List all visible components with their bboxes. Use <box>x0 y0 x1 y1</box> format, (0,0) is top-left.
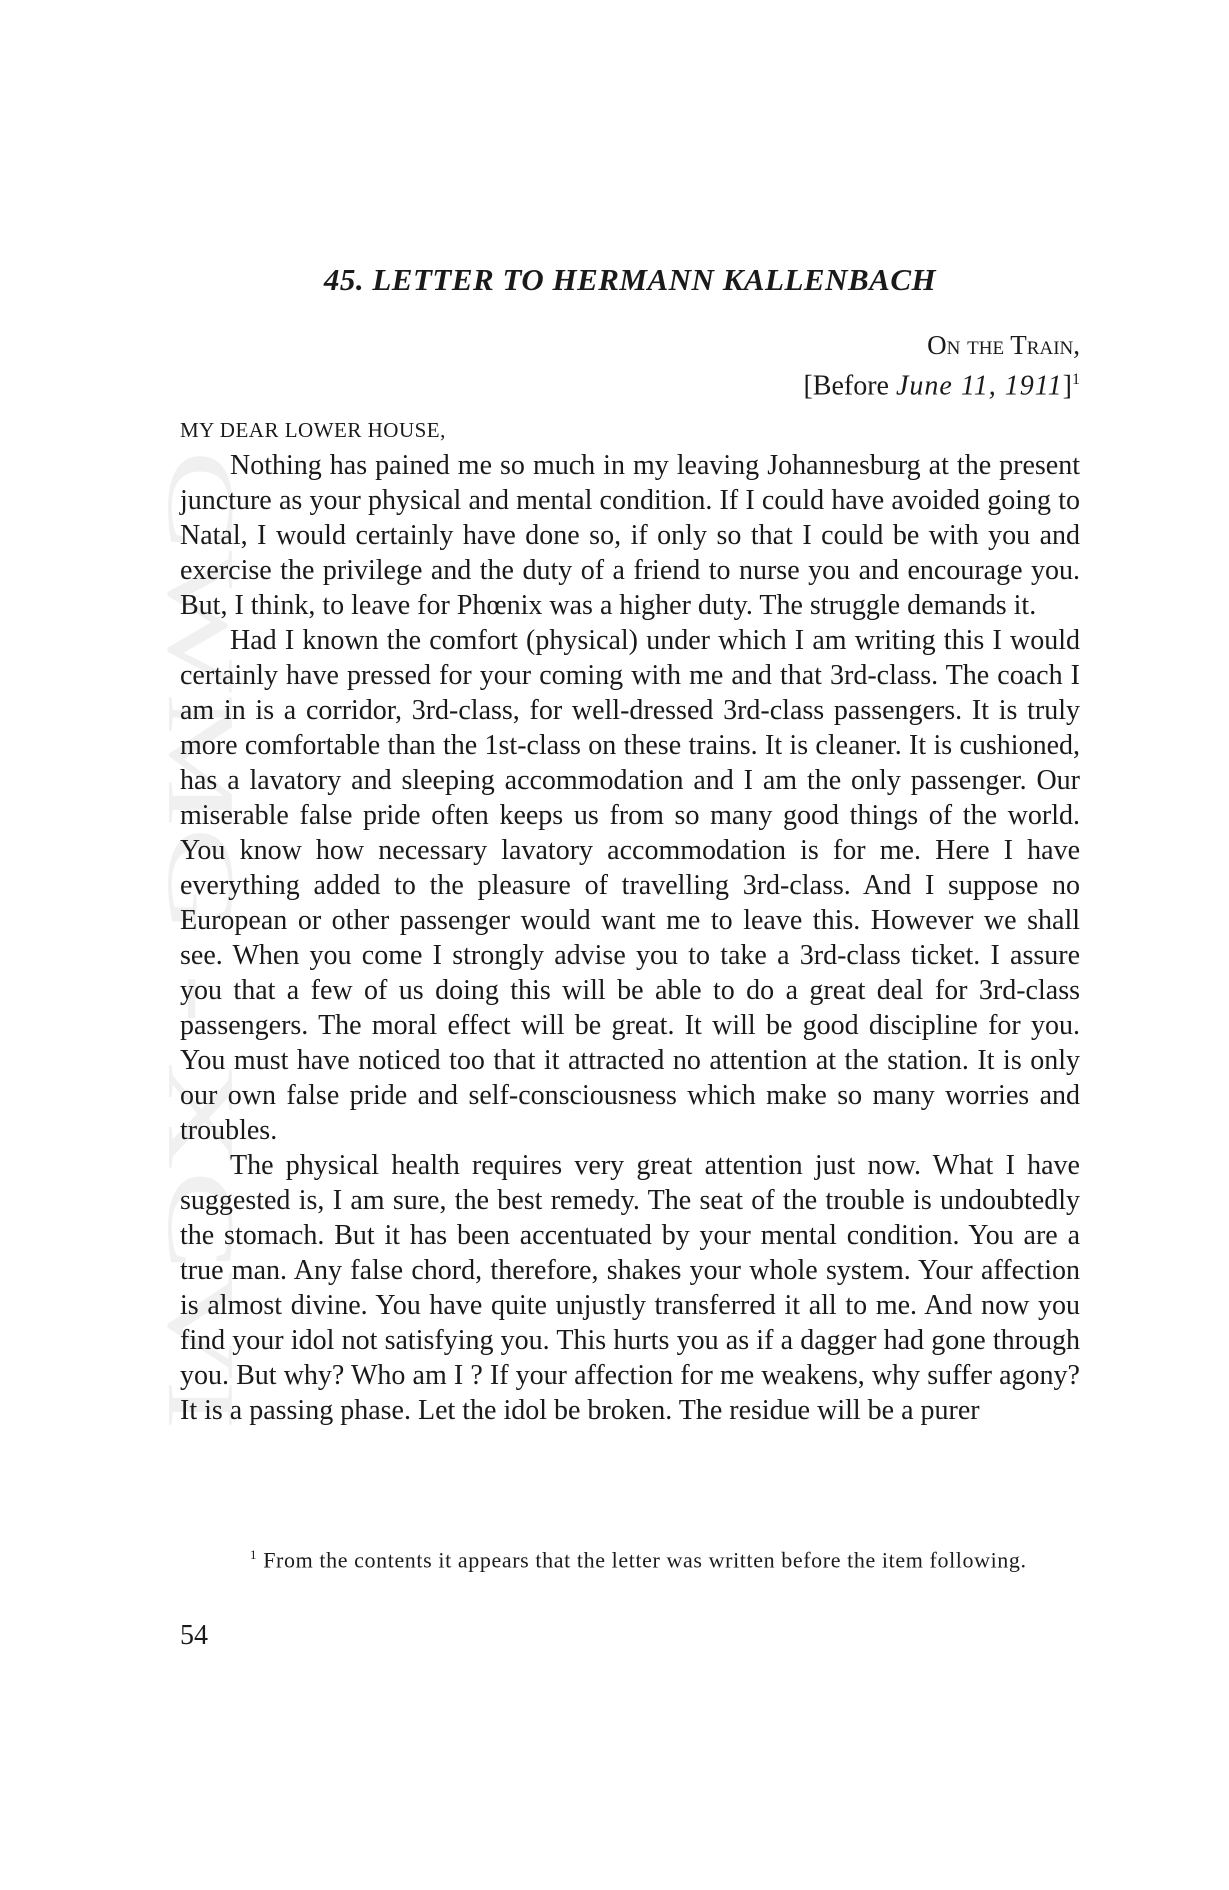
salutation: MY DEAR LOWER HOUSE, <box>180 418 446 443</box>
footnote-text: From the contents it appears that the letter was written before the item following. <box>263 1547 1027 1573</box>
letter-page <box>180 260 1080 1428</box>
page-number: 54 <box>180 1620 208 1651</box>
paragraph-2: Had I known the comfort (physical) under which I am writing this I would certainly have pressed for your coming with me and that 3rd-class. The coach I am in is a corridor, 3rd-class, for well-dressed 3rd-class passengers. It is truly more comfortable than the 1st-class on these trains. It is cleaner. It is cushioned, has a lavatory and sleeping accommodation and I am the only passenger. Our miserable false pride often keeps us from so many good things of the world. You know how necessary lavatory accommodation is for me. Here I have everything added to the pleasure of travelling 3rd-class. And I suppose no European or other passenger would want me to leave this. However we shall see. When you come I strongly advise you to take a 3rd-class ticket. I assure you that a few of us doing this will be able to do a great deal for 3rd-class passengers. The moral effect will be great. It will be good discipline for you. You must have noticed too that it attracted no attention at the station. It is only our own false pride and self-consciousness which make so many worries and troubles. <box>180 625 1080 1147</box>
footnote <box>180 1540 1080 1574</box>
footnote-area <box>180 1540 1080 1574</box>
footnote-number: 1 <box>250 1547 258 1562</box>
letter-title: 45. LETTER TO HERMANN KALLENBACH <box>323 262 937 297</box>
paragraph-3: The physical health requires very great attention just now. What I have suggested is, I am sure, the best remedy. The seat of the trouble is undoubtedly the stomach. But it has been accentuated by your mental condition. You are a true man. Any false chord, therefore, shakes your whole system. Your affection is almost divine. You have quite unjustly transferred it all to me. And now you find your idol not satisfying you. This hurts you as if a dagger had gone through you. But why? Who am I ? If your affection for me weakens, why suffer agony? It is a passing phase. Let the idol be broken. The residue will be a purer <box>180 1150 1080 1427</box>
date-italic: June 11, 1911 <box>895 370 1063 402</box>
letter-date <box>180 362 1080 404</box>
footnote-reference: 1 <box>1072 371 1080 388</box>
date-prefix: [Before <box>803 370 896 402</box>
watermark-text: CWMG - XCVI <box>148 450 255 1074</box>
paragraph-1: Nothing has pained me so much in my leaving Johannesburg at the present juncture as your physical and mental condition. If I could have avoided going to Natal, I would certainly have done so, if only so that I could be with you and exercise the privilege and the duty of a friend to nurse you and encourage you. But, I think, to leave for Phœnix was a higher duty. The struggle demands it. <box>180 450 1080 622</box>
date-suffix: ] <box>1062 370 1072 402</box>
letter-place: On the Train, <box>927 330 1080 360</box>
